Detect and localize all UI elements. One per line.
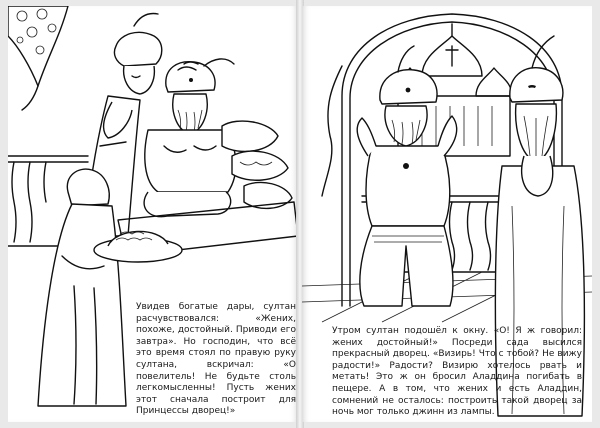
right-page-caption: Утром султан подошёл к окну. «О! Я ж говорил: жених достойный!» Посреди сада высился прекрасный дворец. «Визирь! Что с тобой? Не вижу радости!» Радости? Визирю хотелось рвать и метать! Это ж он бросил Аладдина погибать в пещере. А в том, что жених и есть Аладдин, сомнений не осталось: построить такой дворец за ночь мог только джинн из лампы. [332,326,582,418]
sultan-figure-right [357,46,456,306]
curtain-drape [8,6,68,110]
curtain-right [322,66,342,196]
left-page-caption: Увидев богатые дары, султан расчувствовался: «Жених, похоже, достойный. Приводи его завтра». Но господин, что всё это время стоял по правую руку султана, вскричал: «О повелитель! Не будьте столь легкомысленны! Пусть жених этот сначала построит для Принцессы дворец!» [136,302,296,417]
right-page [302,6,592,422]
left-page [8,6,298,422]
